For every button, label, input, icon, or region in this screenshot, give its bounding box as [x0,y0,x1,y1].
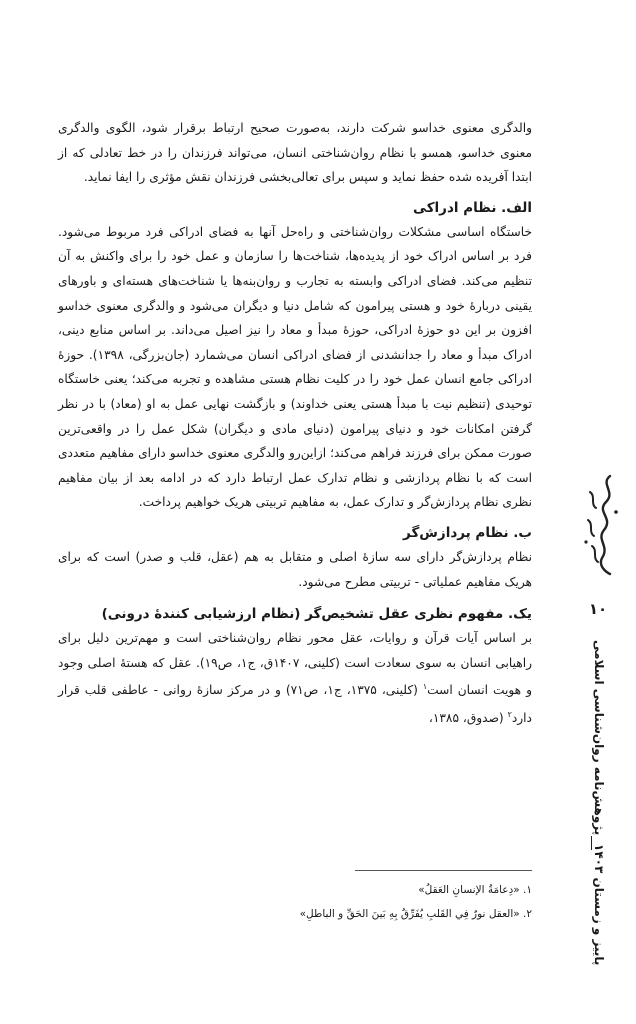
section-heading-yek: یک. مفهوم نظری عقل تشخیص‌گر (نظام ارزشیابی کنندهٔ درونی) [101,606,532,623]
main-text [58,116,532,731]
footnote-1: ۱. «دِعامَةُ الإنسانِ العَقلُ» [418,884,532,896]
intellect-paragraph [58,626,532,731]
perception-paragraph: خاستگاه اساسی مشکلات روان‌شناختی و راه‌حل آنها به فضای ادراکی فرد مربوط می‌شود. فرد بر اساس ادراک خود از پدیده‌ها، شناخت‌ها را سازمان و عمل خود را برای واکنش به آن تنظیم می‌کند. فضای ادراکی وابسته به تجارب و روان‌بنه‌ها یا شناخت‌های هسته‌ای و باورهای یقینی دربارهٔ خود و هستی پیرامون که شامل دنیا و دیگران می‌شود و والدگری معنوی خداسو افزون بر این دو حوزهٔ ادراکی، حوزهٔ مبدأ و معاد را نیز اصیل می‌داند. بر اساس منابع دینی، ادراک مبدأ و معاد را جدانشدنی از فضای ادراکی انسان می‌شمارد (جان‌بزرگی، ۱۳۹۸). حوزهٔ ادراکی جامع انسان عمل خود را در کلیت نظام هستی مشاهده و تجربه می‌کند؛ یعنی خاستگاه توحیدی (تنظیم نیت با مبدأ هستی یعنی خداوند) و بازگشت نهایی عمل به او (معاد) با در نظر گرفتن امکانات خود و دنیای پیرامون (دنیای مادی و دیگران) شکل عمل را در واقعی‌ترین صورت ممکن برای فرزند فراهم می‌کند؛ ازاین‌رو والدگری معنوی خداسو دارای مفاهیم متعددی است که با نظام پردازشی و نظام تدارک عمل ارتباط دارد که در ادامه بعد از بیان مفاهیم نظری نظام پردازش‌گر و تدارک عمل، به مفاهیم تربیتی هریک خواهیم پرداخت. [58,224,532,510]
section-heading-be: ب. نظام پردازش‌گر [403,524,532,541]
journal-calligraphy-logo-icon [580,472,624,576]
journal-title: پژوهش‌نامه روان‌شناسی اسلامی [592,640,606,836]
intellect-text-c: (صدوق، ۱۳۸۵، [428,711,508,725]
intellect-text-a: بر اساس آیات قرآن و روایات، عقل محور نظام روان‌شناختی است و مهم‌ترین دلیل برای راهیابی انسان به سوی سعادت است (کلینی، ۱۴۰۷ق، ج۱، ص۱۹). عقل که هستهٔ اصلی وجود و هویت انسان است [58,631,532,698]
issue-date: پاییز و زمستان ۱۴۰۳ [592,844,606,966]
processor-paragraph: نظام پردازش‌گر دارای سه سازهٔ اصلی و متقابل به هم (عقل، قلب و صدر) است که برای هریک مفاهیم عملیاتی - تربیتی مطرح می‌شود. [58,549,532,589]
page-number: ۱۰ [588,600,608,618]
footnote-ref-1[interactable]: ۱ [422,682,428,692]
footnote-divider [355,870,532,871]
footnote-2: ۲. «العقل نورٌ فِي القَلبِ يُفَرِّقُ بِهِ بَينَ الحَقِّ و الباطلِ» [299,908,532,920]
intellect-text-b: (کلینی، ۱۳۷۵، ج۱، ص۷۱) و در مرکز سازهٔ روانی - عاطفی قلب قرار دارد [58,683,532,725]
section-heading-alef: الف. نظام ادراکی [413,199,532,216]
intro-paragraph: والدگری معنوی خداسو شرکت دارند، به‌صورت صحیح ارتباط برقرار شود، الگوی والدگری معنوی خداسو، همسو با نظام روان‌شناختی انسان، می‌تواند فرزندان را در خط تعادلی که از ابتدا آفریده شده حفظ نماید و سپس برای تعالی‌بخشی فرزندان نقش مؤثری را ایفا نماید. [58,121,532,185]
footnote-ref-2[interactable]: ۲ [507,709,512,719]
header-separator [591,836,592,850]
